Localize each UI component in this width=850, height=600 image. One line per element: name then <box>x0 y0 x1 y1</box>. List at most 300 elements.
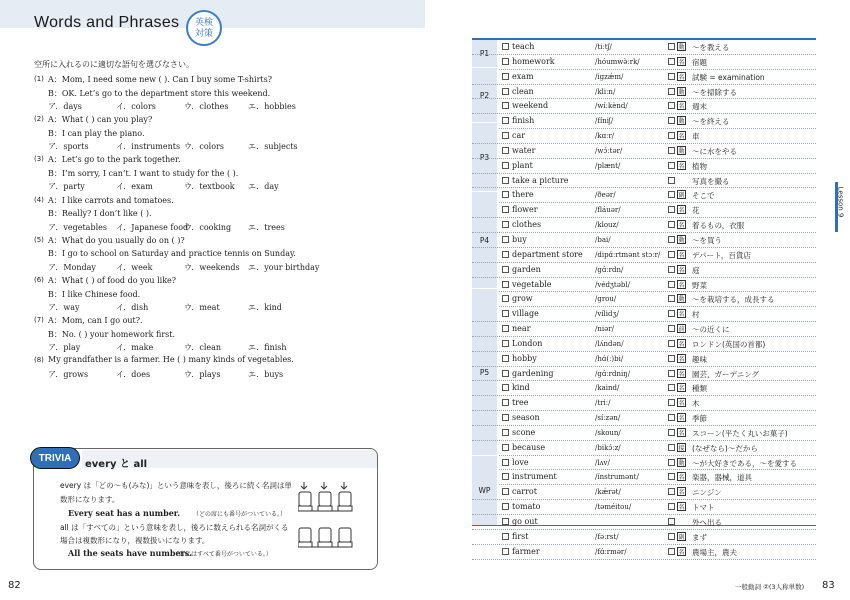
word-checkbox[interactable] <box>502 236 509 243</box>
vocab-row <box>472 530 816 545</box>
vocab-row <box>472 337 816 352</box>
meaning: ～を栽培する，成長する <box>692 295 775 305</box>
part-of-speech-badge: 動 <box>678 88 685 96</box>
pronunciation: /wíːkènd/ <box>595 102 628 111</box>
vocab-row <box>472 500 816 515</box>
part-of-speech-badge: 名 <box>678 429 685 437</box>
part-of-speech-badge: 名 <box>678 370 685 378</box>
meaning-checkbox[interactable] <box>668 459 675 466</box>
meaning: 野菜 <box>692 280 707 290</box>
part-of-speech-badge: 動 <box>678 118 685 126</box>
meaning: 試験 = examination <box>692 72 765 82</box>
word-checkbox[interactable] <box>502 251 509 258</box>
meaning-checkbox[interactable] <box>668 102 675 109</box>
question-line: B：I like Chinese food. <box>48 289 141 299</box>
vocab-row <box>472 292 816 307</box>
word-checkbox[interactable] <box>502 473 509 480</box>
meaning: そこで <box>692 191 715 201</box>
answer-option[interactable]: ウ．meat <box>184 303 220 312</box>
answer-option[interactable]: ウ．clean <box>184 343 222 353</box>
meaning: 種類 <box>692 384 707 394</box>
answer-option[interactable]: エ．buys <box>248 369 284 379</box>
trivia-heading: every と all <box>85 459 148 470</box>
pronunciation: /təméitou/ <box>595 503 632 512</box>
meaning-checkbox[interactable] <box>668 355 675 362</box>
pronunciation: /gɑ́ːrdniŋ/ <box>595 369 631 378</box>
footer-title: 一般動詞 ②(3人称単数) <box>735 583 805 591</box>
part-of-speech-badge: 名 <box>678 548 685 556</box>
pronunciation: /grou/ <box>595 295 617 304</box>
pronunciation: /klouz/ <box>595 221 619 230</box>
trivia-example: Every seat has a number. <box>68 508 181 518</box>
question-line: B：I’m sorry, I can’t. I want to study for the ( ). <box>48 168 239 178</box>
pronunciation: /wɔ́ːtər/ <box>595 146 623 155</box>
word-checkbox[interactable] <box>502 310 509 317</box>
word-checkbox[interactable] <box>502 548 509 555</box>
part-of-speech-badge: 名 <box>678 355 685 363</box>
meaning: 宿題 <box>692 57 707 67</box>
part-of-speech-badge: 名 <box>678 340 685 348</box>
word-checkbox[interactable] <box>502 399 509 406</box>
pronunciation: /fláuər/ <box>595 206 621 215</box>
vocab-row <box>472 203 816 218</box>
page-group-label: P5 <box>472 289 498 455</box>
question-line: A：What do you usually do on ( )? <box>48 235 185 245</box>
meaning-checkbox[interactable] <box>668 281 675 288</box>
vocab-word: near <box>512 324 531 334</box>
pronunciation: /dipɑ́ːrtmənt stɔːr/ <box>595 250 661 259</box>
question-line: B：I can play the piano. <box>48 128 145 138</box>
pronunciation: /skoun/ <box>595 428 621 437</box>
eiken-badge <box>186 10 222 46</box>
vocab-row <box>472 233 816 248</box>
word-checkbox[interactable] <box>502 355 509 362</box>
meaning-checkbox[interactable] <box>668 162 675 169</box>
question-line: B：I go to school on Saturday and practice tennis on Sunday. <box>48 249 296 259</box>
question-line: B：No. ( ) your homework first. <box>48 329 176 339</box>
question-line: My grandfather is a farmer. He ( ) many kinds of vegetables. <box>48 355 294 365</box>
meaning: 写真を撮る <box>692 176 730 186</box>
trivia-text: all は「すべての」という意味を表し，後ろに数えられる名詞がくる <box>60 523 289 532</box>
word-checkbox[interactable] <box>502 206 509 213</box>
part-of-speech-badge: 名 <box>678 489 685 497</box>
word-checkbox[interactable] <box>502 73 509 80</box>
meaning-checkbox[interactable] <box>668 340 675 347</box>
trivia-text: 場合は複数形になり，複数扱いになります。 <box>60 536 210 545</box>
vocab-word: plant <box>512 160 533 170</box>
pronunciation: /ínstrumənt/ <box>595 473 639 482</box>
answer-option[interactable]: イ．colors <box>116 102 156 111</box>
pronunciation: /fɑ́ːrmər/ <box>595 547 627 556</box>
vocab-row <box>472 411 816 426</box>
page-number-left: 82 <box>8 580 21 591</box>
part-of-speech-badge: 名 <box>678 400 685 408</box>
question-number: (3) <box>34 155 44 164</box>
meaning-checkbox[interactable] <box>668 518 675 525</box>
meaning: ～の近くに <box>692 325 730 335</box>
pronunciation: /vílidʒ/ <box>595 310 619 319</box>
meaning: 楽器，器械，道具 <box>692 473 752 483</box>
meaning-checkbox[interactable] <box>668 43 675 50</box>
meaning-checkbox[interactable] <box>668 147 675 154</box>
vocab-word: gardening <box>512 368 554 378</box>
vocab-row <box>472 441 816 456</box>
pronunciation: /síːzən/ <box>595 414 621 423</box>
part-of-speech-badge: 名 <box>678 266 685 274</box>
meaning-checkbox[interactable] <box>668 295 675 302</box>
answer-option[interactable]: ウ．cooking <box>184 222 232 232</box>
meaning: 村 <box>692 310 700 320</box>
answer-option[interactable]: ウ．clothes <box>184 102 229 111</box>
meaning: ～を掃除する <box>692 87 737 97</box>
question-number: (8) <box>34 356 44 365</box>
answer-option[interactable]: エ．kind <box>248 303 282 312</box>
question-number: (1) <box>34 75 44 83</box>
part-of-speech-badge: 名 <box>678 474 685 482</box>
part-of-speech-badge: 動 <box>678 296 685 304</box>
pronunciation: /triː/ <box>595 399 611 408</box>
word-checkbox[interactable] <box>502 533 509 540</box>
seats-illustration <box>298 480 360 558</box>
word-checkbox[interactable] <box>502 147 509 154</box>
vocab-word: because <box>512 442 546 452</box>
part-of-speech-badge: 前 <box>678 326 685 334</box>
meaning: ロンドン(英国の首都) <box>692 339 766 349</box>
meaning: 庭 <box>692 265 700 275</box>
meaning: ～に水をやる <box>692 146 737 156</box>
meaning-checkbox[interactable] <box>668 132 675 139</box>
vocab-word: exam <box>512 71 534 81</box>
vocab-word: scone <box>512 427 536 437</box>
part-of-speech-badge: 名 <box>678 58 685 66</box>
word-checkbox[interactable] <box>502 191 509 198</box>
answer-option[interactable]: エ．your birthday <box>248 262 320 272</box>
word-checkbox[interactable] <box>502 459 509 466</box>
vocab-row <box>472 114 816 129</box>
vocab-row <box>472 248 816 263</box>
meaning-checkbox[interactable] <box>668 384 675 391</box>
answer-option[interactable]: ア．Monday <box>48 262 96 272</box>
pronunciation: /kliːn/ <box>595 87 616 96</box>
vocab-row <box>472 144 816 159</box>
word-checkbox[interactable] <box>502 43 509 50</box>
vocab-word: clothes <box>512 220 542 230</box>
word-checkbox[interactable] <box>502 58 509 65</box>
question-line: A：What ( ) can you play? <box>48 115 153 125</box>
part-of-speech-badge: 名 <box>678 281 685 289</box>
vocabulary-table <box>472 38 816 557</box>
pronunciation: /fəːrst/ <box>595 532 619 541</box>
meaning-checkbox[interactable] <box>668 88 675 95</box>
meaning-checkbox[interactable] <box>668 191 675 198</box>
answer-option[interactable]: イ．exam <box>116 182 153 192</box>
vocab-word: car <box>512 131 526 141</box>
meaning: 趣味 <box>692 354 707 364</box>
answer-option[interactable]: ア．grows <box>48 369 89 379</box>
meaning: ～を終える <box>692 117 730 127</box>
page-group-label: P3 <box>472 123 498 192</box>
question-number: (7) <box>34 316 44 325</box>
trivia-text: every は「どの～も(みな)」という意味を表し，後ろに続く名詞は単 <box>60 481 292 490</box>
part-of-speech-badge: 名 <box>678 504 685 512</box>
meaning-checkbox[interactable] <box>668 206 675 213</box>
question-line: A：Let’s go to the park together. <box>48 155 181 165</box>
meaning-checkbox[interactable] <box>668 488 675 495</box>
vocab-row <box>472 188 816 203</box>
vocab-word: go out <box>512 517 538 526</box>
answer-option[interactable]: エ．hobbies <box>248 102 296 111</box>
part-of-speech-badge: 動 <box>678 44 685 51</box>
meaning: 外へ出る <box>692 518 722 527</box>
answer-option[interactable]: エ．subjects <box>248 142 298 152</box>
vocab-word: village <box>512 309 539 319</box>
meaning: トマト <box>692 503 715 513</box>
answer-option[interactable]: イ．Japanese food <box>116 222 189 232</box>
answer-option[interactable]: ア．days <box>48 102 82 111</box>
meaning-checkbox[interactable] <box>668 503 675 510</box>
question-number: (5) <box>34 235 44 244</box>
meaning-checkbox[interactable] <box>668 370 675 377</box>
answer-option[interactable]: エ．trees <box>248 222 285 232</box>
meaning-checkbox[interactable] <box>668 117 675 124</box>
meaning-checkbox[interactable] <box>668 325 675 332</box>
vocab-row <box>472 278 816 293</box>
pronunciation: /ðeər/ <box>595 191 616 200</box>
badge-line-1: 英検 <box>194 18 213 28</box>
question-number: (6) <box>34 276 44 284</box>
answer-option[interactable]: ア．vegetables <box>48 222 107 232</box>
part-of-speech-badge: 接 <box>678 444 685 452</box>
meaning-checkbox[interactable] <box>668 251 675 258</box>
vocab-row <box>472 381 816 396</box>
question-line: B：Really? I don’t like ( ). <box>48 209 152 219</box>
meaning-checkbox[interactable] <box>668 58 675 65</box>
vocab-word: buy <box>512 234 527 244</box>
part-of-speech-badge: 名 <box>678 73 685 81</box>
vocab-row <box>472 545 816 560</box>
vocab-word: love <box>512 457 529 467</box>
answer-option[interactable]: イ．make <box>116 343 154 353</box>
answer-option[interactable]: イ．does <box>116 369 151 379</box>
vocab-word: farmer <box>512 546 540 556</box>
question-line: A：Mom, can I go out?. <box>48 316 143 326</box>
vocab-word: department store <box>512 249 583 259</box>
word-checkbox[interactable] <box>502 221 509 228</box>
vocab-word: grow <box>512 294 533 304</box>
word-checkbox[interactable] <box>502 295 509 302</box>
vocab-word: flower <box>512 205 538 215</box>
meaning-checkbox[interactable] <box>668 73 675 80</box>
vocab-word: vegetable <box>512 279 552 289</box>
question-line: A：What ( ) of food do you like? <box>48 276 177 285</box>
question-number: (2) <box>34 115 44 124</box>
pronunciation: /tiːtʃ/ <box>595 43 612 51</box>
answer-option[interactable]: イ．week <box>116 262 153 272</box>
lesson-label: Lesson 9 <box>836 186 845 218</box>
meaning-checkbox[interactable] <box>668 548 675 555</box>
page-group-label: P1 <box>472 40 498 68</box>
page-number-right: 83 <box>822 580 835 591</box>
vocab-row <box>472 367 816 382</box>
answer-option[interactable]: ウ．weekends <box>184 262 240 272</box>
pronunciation: /niər/ <box>595 325 614 334</box>
word-checkbox[interactable] <box>502 518 509 525</box>
vocab-word: homework <box>512 56 555 66</box>
pronunciation: /kǽrət/ <box>595 488 621 497</box>
meaning: ～を教える <box>692 43 730 52</box>
answer-option[interactable]: ア．way <box>48 303 80 312</box>
page-title: Words and Phrases <box>34 14 180 31</box>
word-checkbox[interactable] <box>502 444 509 451</box>
pronunciation: /igzǽm/ <box>595 72 624 81</box>
vocab-row <box>472 456 816 471</box>
vocab-word: hobby <box>512 353 537 363</box>
meaning: (なぜなら)～だから <box>692 443 758 453</box>
answer-option[interactable]: ウ．colors <box>184 142 224 152</box>
page-group-label: WP <box>472 456 498 525</box>
vocab-word: tree <box>512 398 529 408</box>
meaning: 植物 <box>692 161 707 171</box>
pronunciation: /hɑ́(ː)bi/ <box>595 354 624 363</box>
word-checkbox[interactable] <box>502 281 509 288</box>
question-number: (4) <box>34 195 44 204</box>
part-of-speech-badge: 名 <box>678 133 685 141</box>
word-checkbox[interactable] <box>502 177 509 184</box>
pronunciation: /fíniʃ/ <box>595 117 614 126</box>
vocab-row <box>472 85 816 100</box>
word-checkbox[interactable] <box>502 503 509 510</box>
meaning-checkbox[interactable] <box>668 266 675 273</box>
pronunciation: /hóumwə̀ːrk/ <box>595 57 640 66</box>
part-of-speech-badge: 副 <box>678 533 685 541</box>
meaning-checkbox[interactable] <box>668 444 675 451</box>
part-of-speech-badge: 動 <box>678 236 685 244</box>
meaning-checkbox[interactable] <box>668 221 675 228</box>
answer-option[interactable]: イ．instruments <box>116 142 181 152</box>
vocab-row <box>472 40 816 55</box>
pronunciation: /lʌ́ndən/ <box>595 339 624 348</box>
part-of-speech-badge: 名 <box>678 222 685 230</box>
meaning: 季節 <box>692 414 707 424</box>
vocab-row <box>472 515 816 530</box>
answer-option[interactable]: ア．play <box>48 343 81 353</box>
part-of-speech-badge: 名 <box>678 415 685 423</box>
word-checkbox[interactable] <box>502 340 509 347</box>
answer-option[interactable]: ウ．textbook <box>184 182 235 192</box>
meaning-checkbox[interactable] <box>668 236 675 243</box>
word-checkbox[interactable] <box>502 88 509 95</box>
meaning-checkbox[interactable] <box>668 533 675 540</box>
word-checkbox[interactable] <box>502 429 509 436</box>
word-checkbox[interactable] <box>502 162 509 169</box>
meaning: 週末 <box>692 102 707 112</box>
pronunciation: /bai/ <box>595 235 611 244</box>
part-of-speech-badge: 名 <box>678 385 685 393</box>
vocab-word: water <box>512 145 536 155</box>
meaning-checkbox[interactable] <box>668 429 675 436</box>
meaning: ～を買う <box>692 235 722 245</box>
vocab-word: teach <box>512 42 535 51</box>
word-checkbox[interactable] <box>502 117 509 124</box>
vocab-word: season <box>512 413 540 423</box>
meaning: 着るもの，衣服 <box>692 221 745 231</box>
meaning-checkbox[interactable] <box>668 310 675 317</box>
word-checkbox[interactable] <box>502 102 509 109</box>
part-of-speech-badge: 名 <box>678 311 685 319</box>
pronunciation: /plænt/ <box>595 161 621 170</box>
part-of-speech-badge: 動 <box>678 459 685 467</box>
trivia-text: 数形になります。 <box>60 495 120 504</box>
vocab-row <box>472 426 816 441</box>
vocab-row <box>472 129 816 144</box>
vocab-row <box>472 55 816 70</box>
meaning: 車 <box>692 132 700 142</box>
pronunciation: /lʌv/ <box>595 458 610 467</box>
meaning: 農場主，農夫 <box>692 547 737 557</box>
meaning-checkbox[interactable] <box>668 399 675 406</box>
answer-option[interactable]: エ．finish <box>248 343 287 353</box>
vocab-word: there <box>512 190 534 200</box>
vocab-word: weekend <box>512 101 549 111</box>
vocab-word: kind <box>512 383 530 393</box>
word-checkbox[interactable] <box>502 325 509 332</box>
answer-option[interactable]: ア．party <box>48 182 85 192</box>
vocab-row <box>472 485 816 500</box>
part-of-speech-badge: 名 <box>678 207 685 215</box>
meaning: 花 <box>692 206 700 216</box>
badge-line-2: 対策 <box>194 29 213 39</box>
word-checkbox[interactable] <box>502 370 509 377</box>
word-checkbox[interactable] <box>502 414 509 421</box>
meaning: デパート，百貨店 <box>692 250 751 260</box>
vocab-row <box>472 307 816 322</box>
vocab-row <box>472 218 816 233</box>
vocab-row <box>472 322 816 337</box>
meaning-checkbox[interactable] <box>668 414 675 421</box>
vocab-word: tomato <box>512 502 541 512</box>
page-group-label: P4 <box>472 192 498 289</box>
vocab-word: take a picture <box>512 175 569 185</box>
question-line: A：I like carrots and tomatoes. <box>48 195 174 205</box>
answer-option[interactable]: ア．sports <box>48 142 89 152</box>
pronunciation: /kaind/ <box>595 384 620 393</box>
answer-option[interactable]: イ．dish <box>116 303 149 312</box>
vocab-word: garden <box>512 264 541 274</box>
part-of-speech-badge: 副 <box>678 192 685 200</box>
answer-option[interactable]: エ．day <box>248 182 279 192</box>
vocab-word: carrot <box>512 487 537 497</box>
word-checkbox[interactable] <box>502 384 509 391</box>
vocab-row <box>472 470 816 485</box>
vocab-word: first <box>512 531 529 541</box>
pronunciation: /védʒtəbl/ <box>595 280 630 289</box>
word-checkbox[interactable] <box>502 488 509 495</box>
word-checkbox[interactable] <box>502 266 509 273</box>
instruction: 空所に入れるのに適切な語句を選びなさい。 <box>34 60 194 69</box>
answer-option[interactable]: ウ．plays <box>184 369 221 379</box>
meaning-checkbox[interactable] <box>668 473 675 480</box>
meaning-checkbox[interactable] <box>668 177 675 184</box>
vocab-row <box>472 159 816 174</box>
word-checkbox[interactable] <box>502 132 509 139</box>
meaning: ニンジン <box>692 488 722 498</box>
part-of-speech-badge: 名 <box>678 251 685 259</box>
part-of-speech-badge: 名 <box>678 162 685 170</box>
vocab-row <box>472 70 816 85</box>
trivia-example: All the seats have numbers. <box>68 548 193 558</box>
question-line: B：OK. Let’s go to the department store this weekend. <box>48 88 271 98</box>
vocab-row <box>472 396 816 411</box>
